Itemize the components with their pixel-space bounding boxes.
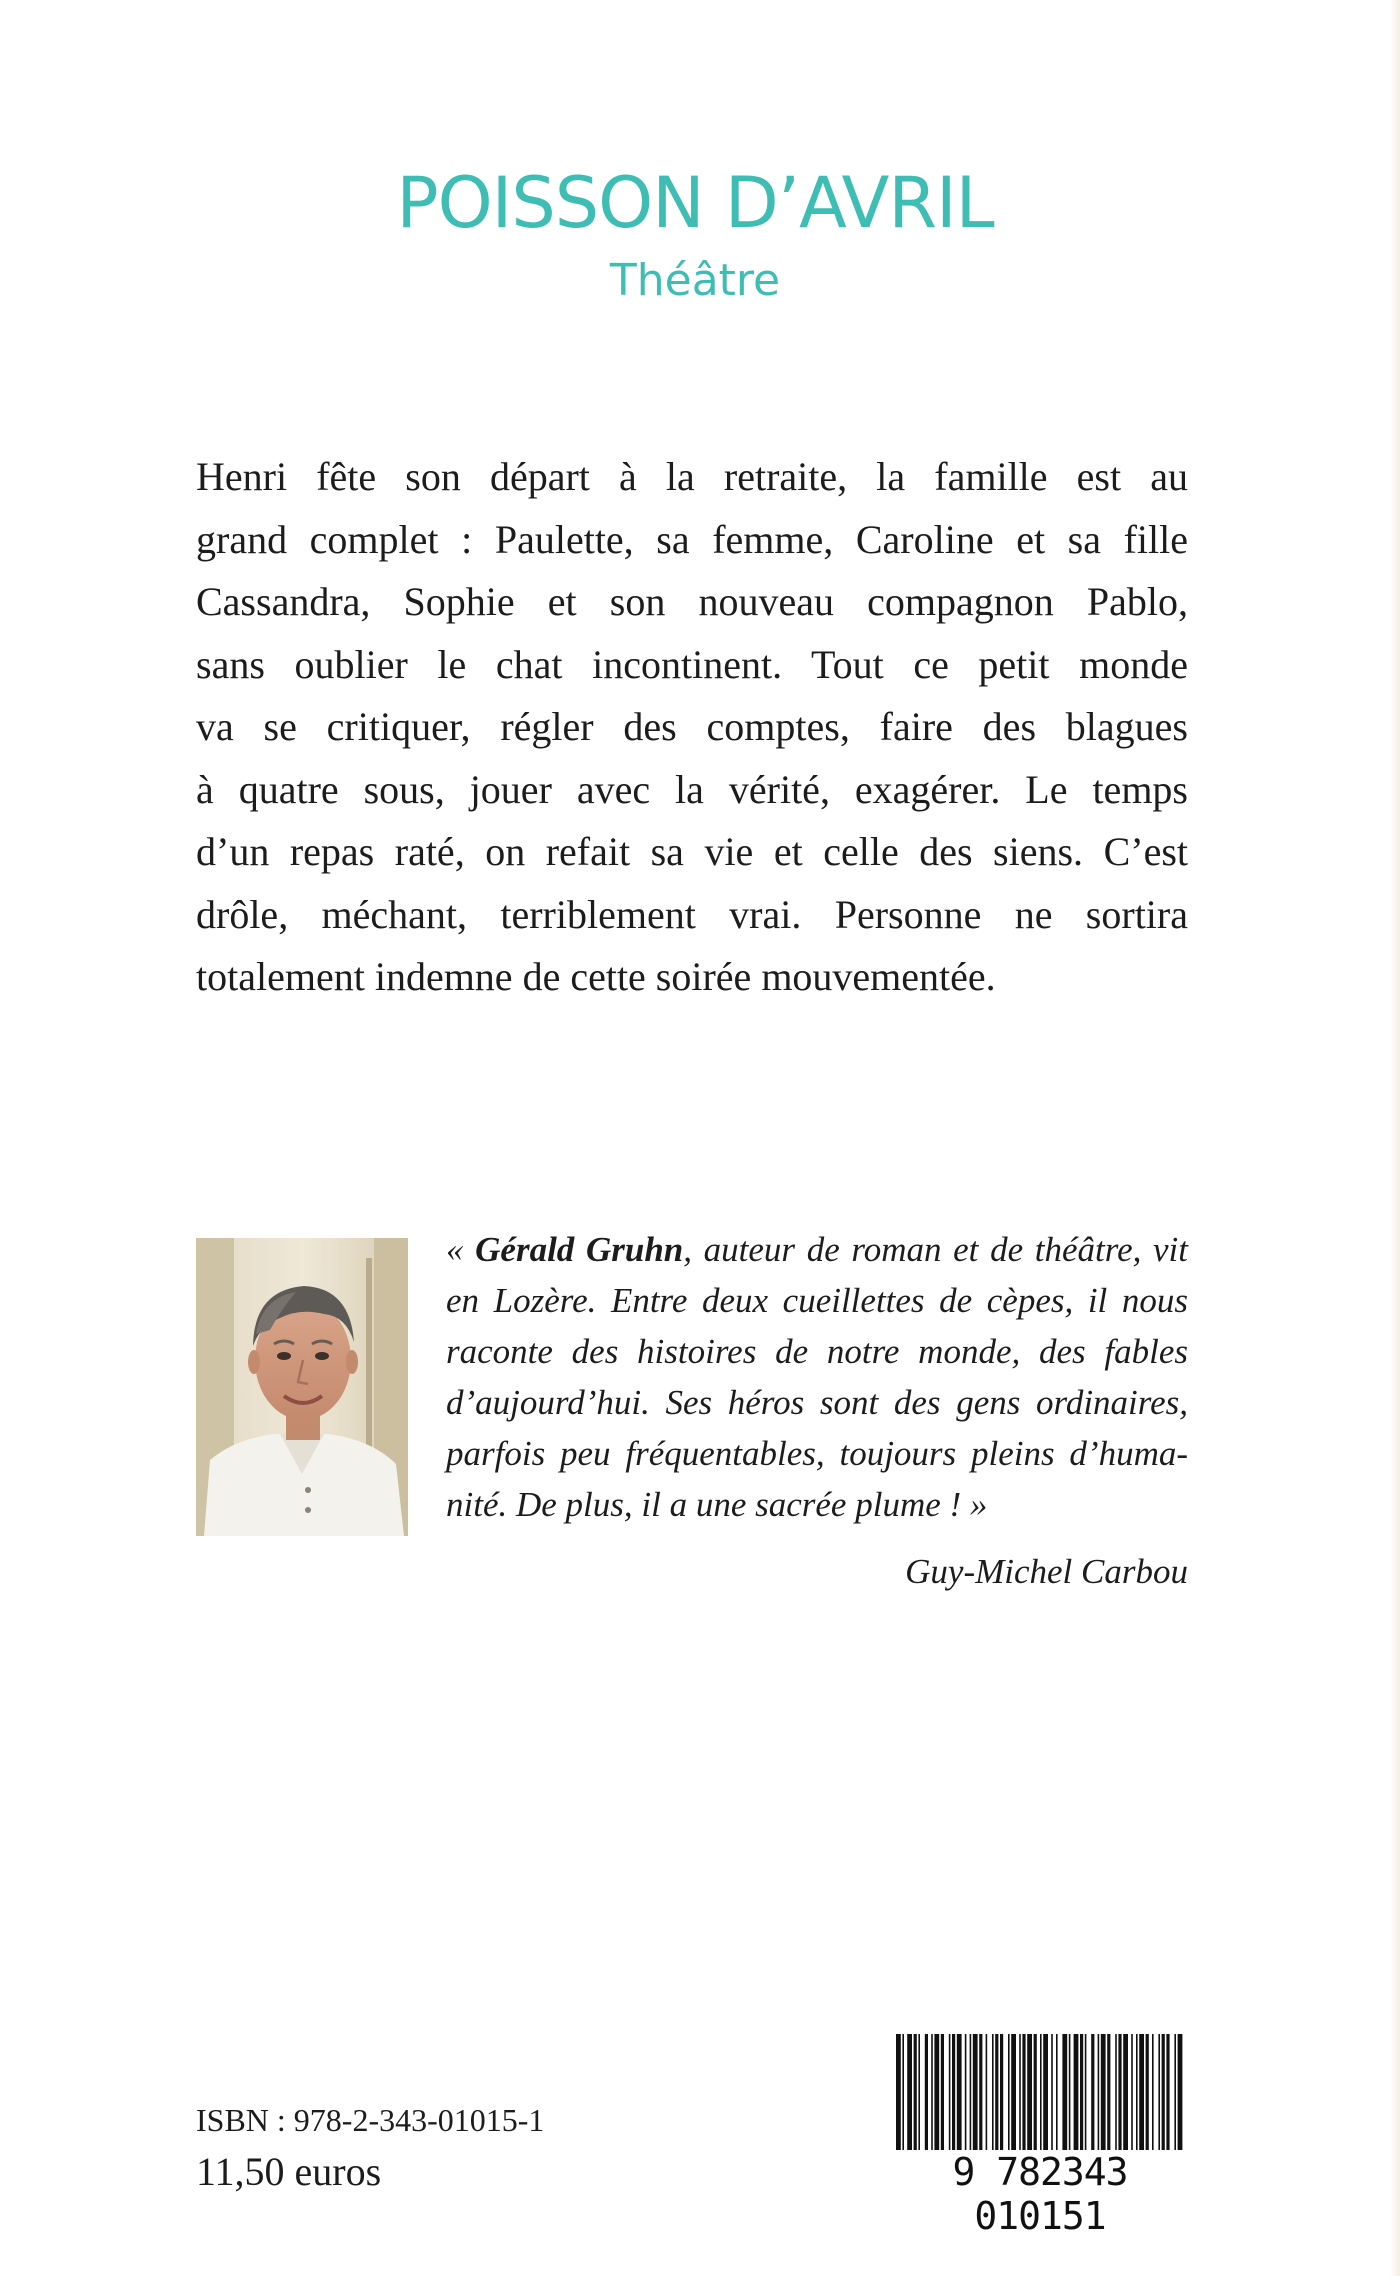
barcode-bar (1069, 2034, 1071, 2154)
barcode-bar (1062, 2034, 1067, 2154)
barcode-bar (896, 2034, 901, 2154)
barcode-bar (1098, 2034, 1100, 2154)
book-genre: Théâtre (609, 255, 781, 306)
author-photo (196, 1238, 408, 1536)
author-name: Gérald Gruhn (475, 1230, 684, 1269)
blurb-paragraph (196, 446, 1188, 1009)
barcode-bar (1178, 2034, 1183, 2154)
author-quote (446, 1224, 1188, 1530)
barcode-bar (1051, 2034, 1053, 2154)
barcode-bar (1008, 2034, 1010, 2154)
barcode-bar (1174, 2034, 1176, 2154)
barcode-bar (949, 2034, 951, 2154)
barcode-bar (1027, 2034, 1032, 2154)
barcode-bar (918, 2034, 920, 2154)
barcode-bar (986, 2034, 988, 2154)
barcode-bar (965, 2034, 967, 2154)
barcode-bar (1022, 2034, 1025, 2154)
barcode-bar (1139, 2034, 1144, 2154)
quote-line: nité. De plus, il a une sacrée plume ! » (446, 1485, 988, 1524)
barcode-bar (1040, 2034, 1042, 2154)
barcode-bar (970, 2034, 972, 2154)
barcode-bar (931, 2034, 933, 2154)
barcode-digits: 9 782343 010151 (890, 2150, 1190, 2238)
barcode-bar (1085, 2034, 1087, 2154)
barcode-bar (1118, 2034, 1121, 2154)
barcode-bar (914, 2034, 917, 2154)
barcode-bar (1158, 2034, 1160, 2154)
book-title: POISSON D’AVRIL (396, 162, 994, 244)
barcode-bar (1043, 2034, 1048, 2154)
quote-line: en Lozère. Entre deux cueillettes de cèpes, il nous (446, 1281, 1188, 1320)
blurb-line: à quatre sous, jouer avec la vérité, exagérer. Le temps (196, 766, 1188, 812)
barcode-bar (1131, 2034, 1133, 2154)
barcode-bar (1115, 2034, 1117, 2154)
barcode-bar (995, 2034, 998, 2154)
barcode-bar (1011, 2034, 1016, 2154)
blurb-line: totalement indemne de cette soirée mouvementée. (196, 954, 996, 999)
barcode-bar (992, 2034, 994, 2154)
barcode-bar (925, 2034, 928, 2154)
blurb-line: d’un repas raté, on refait sa vie et celle des siens. C’est (196, 829, 1188, 874)
barcode-bar (1166, 2034, 1169, 2154)
quote-line (446, 1224, 1188, 1275)
barcode-bar (1019, 2034, 1021, 2154)
barcode-bar (1000, 2034, 1003, 2154)
barcode-bar (934, 2034, 939, 2154)
quote-line: parfois peu fréquentables, toujours pleins d’huma- (446, 1434, 1188, 1473)
barcode-bar (941, 2034, 944, 2154)
barcode-bar (1056, 2034, 1058, 2154)
barcode-bar (1034, 2034, 1037, 2154)
blurb-line: drôle, méchant, terriblement vrai. Personne ne sortira (196, 891, 1188, 937)
blurb-line: Henri fête son départ à la retraite, la famille est au (196, 454, 1188, 499)
barcode-bar (952, 2034, 955, 2154)
barcode-bar (1136, 2034, 1138, 2154)
price: 11,50 euros (196, 2149, 382, 2194)
page-edge (1390, 0, 1400, 2276)
barcode-bar (1146, 2034, 1149, 2154)
blurb-line: grand complet : Paulette, sa femme, Caroline et sa fille (196, 516, 1188, 562)
barcode-bar (1101, 2034, 1106, 2154)
isbn-number: ISBN : 978-2-343-01015-1 (196, 2102, 545, 2138)
quote-open-mark: « (446, 1230, 476, 1269)
barcode-bar (957, 2034, 962, 2154)
barcode-bar (1162, 2034, 1165, 2154)
quote-line1-rest: , auteur de roman et de théâtre, vit (683, 1230, 1188, 1269)
quote-line: d’aujourd’hui. Ses héros sont des gens ordinaires, (446, 1383, 1188, 1422)
barcode-bar (973, 2034, 978, 2154)
quote-signature: Guy-Michel Carbou (905, 1552, 1188, 1591)
barcode-bar (1123, 2034, 1128, 2154)
barcode-bar (1074, 2034, 1079, 2154)
blurb-line: Cassandra, Sophie et son nouveau compagnon Pablo, (196, 579, 1188, 624)
blurb-line: sans oublier le chat incontinent. Tout ce petit monde (196, 641, 1188, 687)
barcode-bar (1107, 2034, 1110, 2154)
barcode-bar (1091, 2034, 1094, 2154)
barcode-bar (1080, 2034, 1083, 2154)
barcode-bar (902, 2034, 904, 2154)
barcode-bar (907, 2034, 912, 2154)
blurb-line: va se critiquer, régler des comptes, faire des blagues (196, 704, 1188, 749)
quote-line: raconte des histoires de notre monde, des fables (446, 1332, 1188, 1371)
barcode-bar (1152, 2034, 1154, 2154)
barcode-bar (979, 2034, 982, 2154)
